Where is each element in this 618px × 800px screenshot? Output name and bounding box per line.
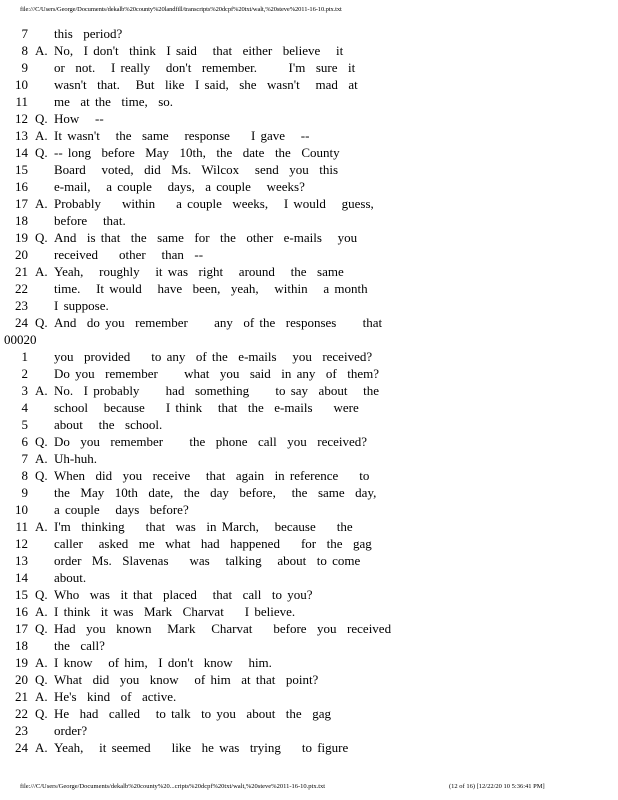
line-number: 7 [21, 26, 28, 41]
speaker-label: A. [35, 43, 48, 58]
transcript-line [0, 416, 618, 433]
transcript-line [0, 161, 618, 178]
transcript-line [0, 535, 618, 552]
transcript-line [0, 467, 618, 484]
transcript-line [0, 671, 618, 688]
line-number: 15 [15, 587, 28, 602]
line-text: No. I probably had something to say about the [54, 383, 380, 398]
speaker-label: Q. [35, 468, 48, 483]
transcript-line [0, 212, 618, 229]
line-text: received other than -- [54, 247, 204, 262]
line-text: Do you remember the phone call you received? [54, 434, 368, 449]
transcript-line [0, 569, 618, 586]
line-number: 14 [15, 570, 28, 585]
line-text: I know of him, I don't know him. [54, 655, 272, 670]
line-number: 18 [15, 638, 28, 653]
speaker-label: A. [35, 740, 48, 755]
line-number: 21 [15, 689, 28, 704]
speaker-label: Q. [35, 434, 48, 449]
line-text: Do you remember what you said in any of them? [54, 366, 380, 381]
transcript-line [0, 637, 618, 654]
line-number: 9 [21, 60, 28, 75]
speaker-label: A. [35, 451, 48, 466]
line-text: I think it was Mark Charvat I believe. [54, 604, 296, 619]
speaker-label: A. [35, 655, 48, 670]
speaker-label: Q. [35, 230, 48, 245]
line-number: 24 [15, 740, 28, 755]
transcript-line [0, 586, 618, 603]
footer-page-info: (12 of 16) [12/22/20 10 5:36:41 PM] [449, 783, 545, 790]
transcript-line [0, 399, 618, 416]
line-number: 7 [21, 451, 28, 466]
line-number: 12 [15, 111, 28, 126]
transcript-line [0, 144, 618, 161]
transcript-line [0, 25, 618, 42]
line-text: order? [54, 723, 88, 738]
speaker-label: A. [35, 264, 48, 279]
transcript-line [0, 110, 618, 127]
line-number: 12 [15, 536, 28, 551]
footer-file-path: file:///C/Users/George/Documents/dekalb%20county%20...cripts%20dcpf%20txt/walt,%20steve%2011-16-10.ptx.txt [20, 783, 326, 790]
transcript-body [0, 25, 618, 756]
speaker-label: A. [35, 519, 48, 534]
transcript-line [0, 518, 618, 535]
speaker-label: A. [35, 383, 48, 398]
transcript-line [0, 127, 618, 144]
line-text: you provided to any of the e-mails you received? [54, 349, 373, 364]
line-text: me at the time, so. [54, 94, 174, 109]
line-text: And is that the same for the other e-mails you [54, 230, 358, 245]
transcript-line [0, 314, 618, 331]
transcript-line [0, 178, 618, 195]
transcript-line [0, 195, 618, 212]
line-number: 19 [15, 230, 28, 245]
transcript-line [0, 59, 618, 76]
line-text: How -- [54, 111, 104, 126]
line-text: He's kind of active. [54, 689, 177, 704]
line-number: 8 [21, 43, 28, 58]
line-number: 23 [15, 298, 28, 313]
line-number: 11 [15, 519, 28, 534]
line-text: order Ms. Slavenas was talking about to come [54, 553, 361, 568]
speaker-label: A. [35, 689, 48, 704]
speaker-label: Q. [35, 672, 48, 687]
line-text: Had you known Mark Charvat before you received [54, 621, 392, 636]
speaker-label: Q. [35, 315, 48, 330]
line-number: 2 [21, 366, 28, 381]
line-text: the call? [54, 638, 105, 653]
line-number: 11 [15, 94, 28, 109]
line-number: 19 [15, 655, 28, 670]
line-number: 10 [15, 77, 28, 92]
line-text: -- long before May 10th, the date the County [54, 145, 340, 160]
line-number: 14 [15, 145, 28, 160]
line-number: 13 [15, 553, 28, 568]
transcript-line [0, 246, 618, 263]
line-number: 15 [15, 162, 28, 177]
line-number: 16 [15, 604, 28, 619]
speaker-label: Q. [35, 706, 48, 721]
line-text: And do you remember any of the responses that [54, 315, 383, 330]
line-number: 17 [15, 196, 28, 211]
transcript-line [0, 297, 618, 314]
speaker-label: Q. [35, 587, 48, 602]
line-number: 3 [21, 383, 28, 398]
transcript-line [0, 280, 618, 297]
line-number: 18 [15, 213, 28, 228]
line-text: Board voted, did Ms. Wilcox send you this [54, 162, 339, 177]
line-text: Probably within a couple weeks, I would guess, [54, 196, 374, 211]
line-text: Yeah, roughly it was right around the same [54, 264, 344, 279]
file-path-header: file:///C/Users/George/Documents/dekalb%20county%20landfill/transcripts%20dcpf%20txt/walt,%20steve%2011-16-10.ptx.txt [20, 6, 342, 13]
transcript-line [0, 705, 618, 722]
line-number: 1 [21, 349, 28, 364]
line-text: I'm thinking that was in March, because the [54, 519, 353, 534]
line-text: Yeah, it seemed like he was trying to figure [54, 740, 349, 755]
line-text: or not. I really don't remember. I'm sure it [54, 60, 356, 75]
line-text: about. [54, 570, 87, 585]
line-text: wasn't that. But like I said, she wasn't mad at [54, 77, 358, 92]
line-text: before that. [54, 213, 126, 228]
transcript-line [0, 654, 618, 671]
transcript-line [0, 93, 618, 110]
line-text: He had called to talk to you about the gag [54, 706, 331, 721]
line-number: 20 [15, 672, 28, 687]
line-number: 22 [15, 281, 28, 296]
line-text: What did you know of him at that point? [54, 672, 319, 687]
transcript-line [0, 501, 618, 518]
transcript-line [0, 552, 618, 569]
transcript-line [0, 603, 618, 620]
line-text: a couple days before? [54, 502, 189, 517]
speaker-label: A. [35, 604, 48, 619]
line-text: school because I think that the e-mails were [54, 400, 359, 415]
transcript-line [0, 722, 618, 739]
transcript-line [0, 688, 618, 705]
line-text: this period? [54, 26, 123, 41]
line-number: 23 [15, 723, 28, 738]
line-text: No, I don't think I said that either believe it [54, 43, 344, 58]
line-text: e-mail, a couple days, a couple weeks? [54, 179, 305, 194]
speaker-label: A. [35, 196, 48, 211]
line-text: I suppose. [54, 298, 109, 313]
transcript-line [0, 76, 618, 93]
line-number: 24 [15, 315, 28, 330]
line-number: 16 [15, 179, 28, 194]
page-number-marker [0, 331, 618, 348]
transcript-line [0, 42, 618, 59]
line-text: caller asked me what had happened for the gag [54, 536, 372, 551]
transcript-line [0, 382, 618, 399]
line-text: Uh-huh. [54, 451, 97, 466]
transcript-line [0, 365, 618, 382]
speaker-label: Q. [35, 621, 48, 636]
line-number: 21 [15, 264, 28, 279]
transcript-line [0, 229, 618, 246]
line-text: about the school. [54, 417, 163, 432]
speaker-label: A. [35, 128, 48, 143]
line-number: 9 [21, 485, 28, 500]
line-text: time. It would have been, yeah, within a month [54, 281, 368, 296]
line-number: 8 [21, 468, 28, 483]
line-number: 4 [21, 400, 28, 415]
speaker-label: Q. [35, 145, 48, 160]
line-text: the May 10th date, the day before, the same day, [54, 485, 377, 500]
page-number: 00020 [4, 332, 37, 347]
transcript-line [0, 484, 618, 501]
line-number: 22 [15, 706, 28, 721]
transcript-line [0, 620, 618, 637]
line-text: It wasn't the same response I gave -- [54, 128, 310, 143]
speaker-label: Q. [35, 111, 48, 126]
line-number: 20 [15, 247, 28, 262]
line-number: 10 [15, 502, 28, 517]
transcript-line [0, 450, 618, 467]
line-text: Who was it that placed that call to you? [54, 587, 313, 602]
transcript-line [0, 739, 618, 756]
line-text: When did you receive that again in reference to [54, 468, 370, 483]
transcript-line [0, 433, 618, 450]
line-number: 5 [21, 417, 28, 432]
transcript-line [0, 348, 618, 365]
line-number: 17 [15, 621, 28, 636]
line-number: 6 [21, 434, 28, 449]
transcript-line [0, 263, 618, 280]
line-number: 13 [15, 128, 28, 143]
